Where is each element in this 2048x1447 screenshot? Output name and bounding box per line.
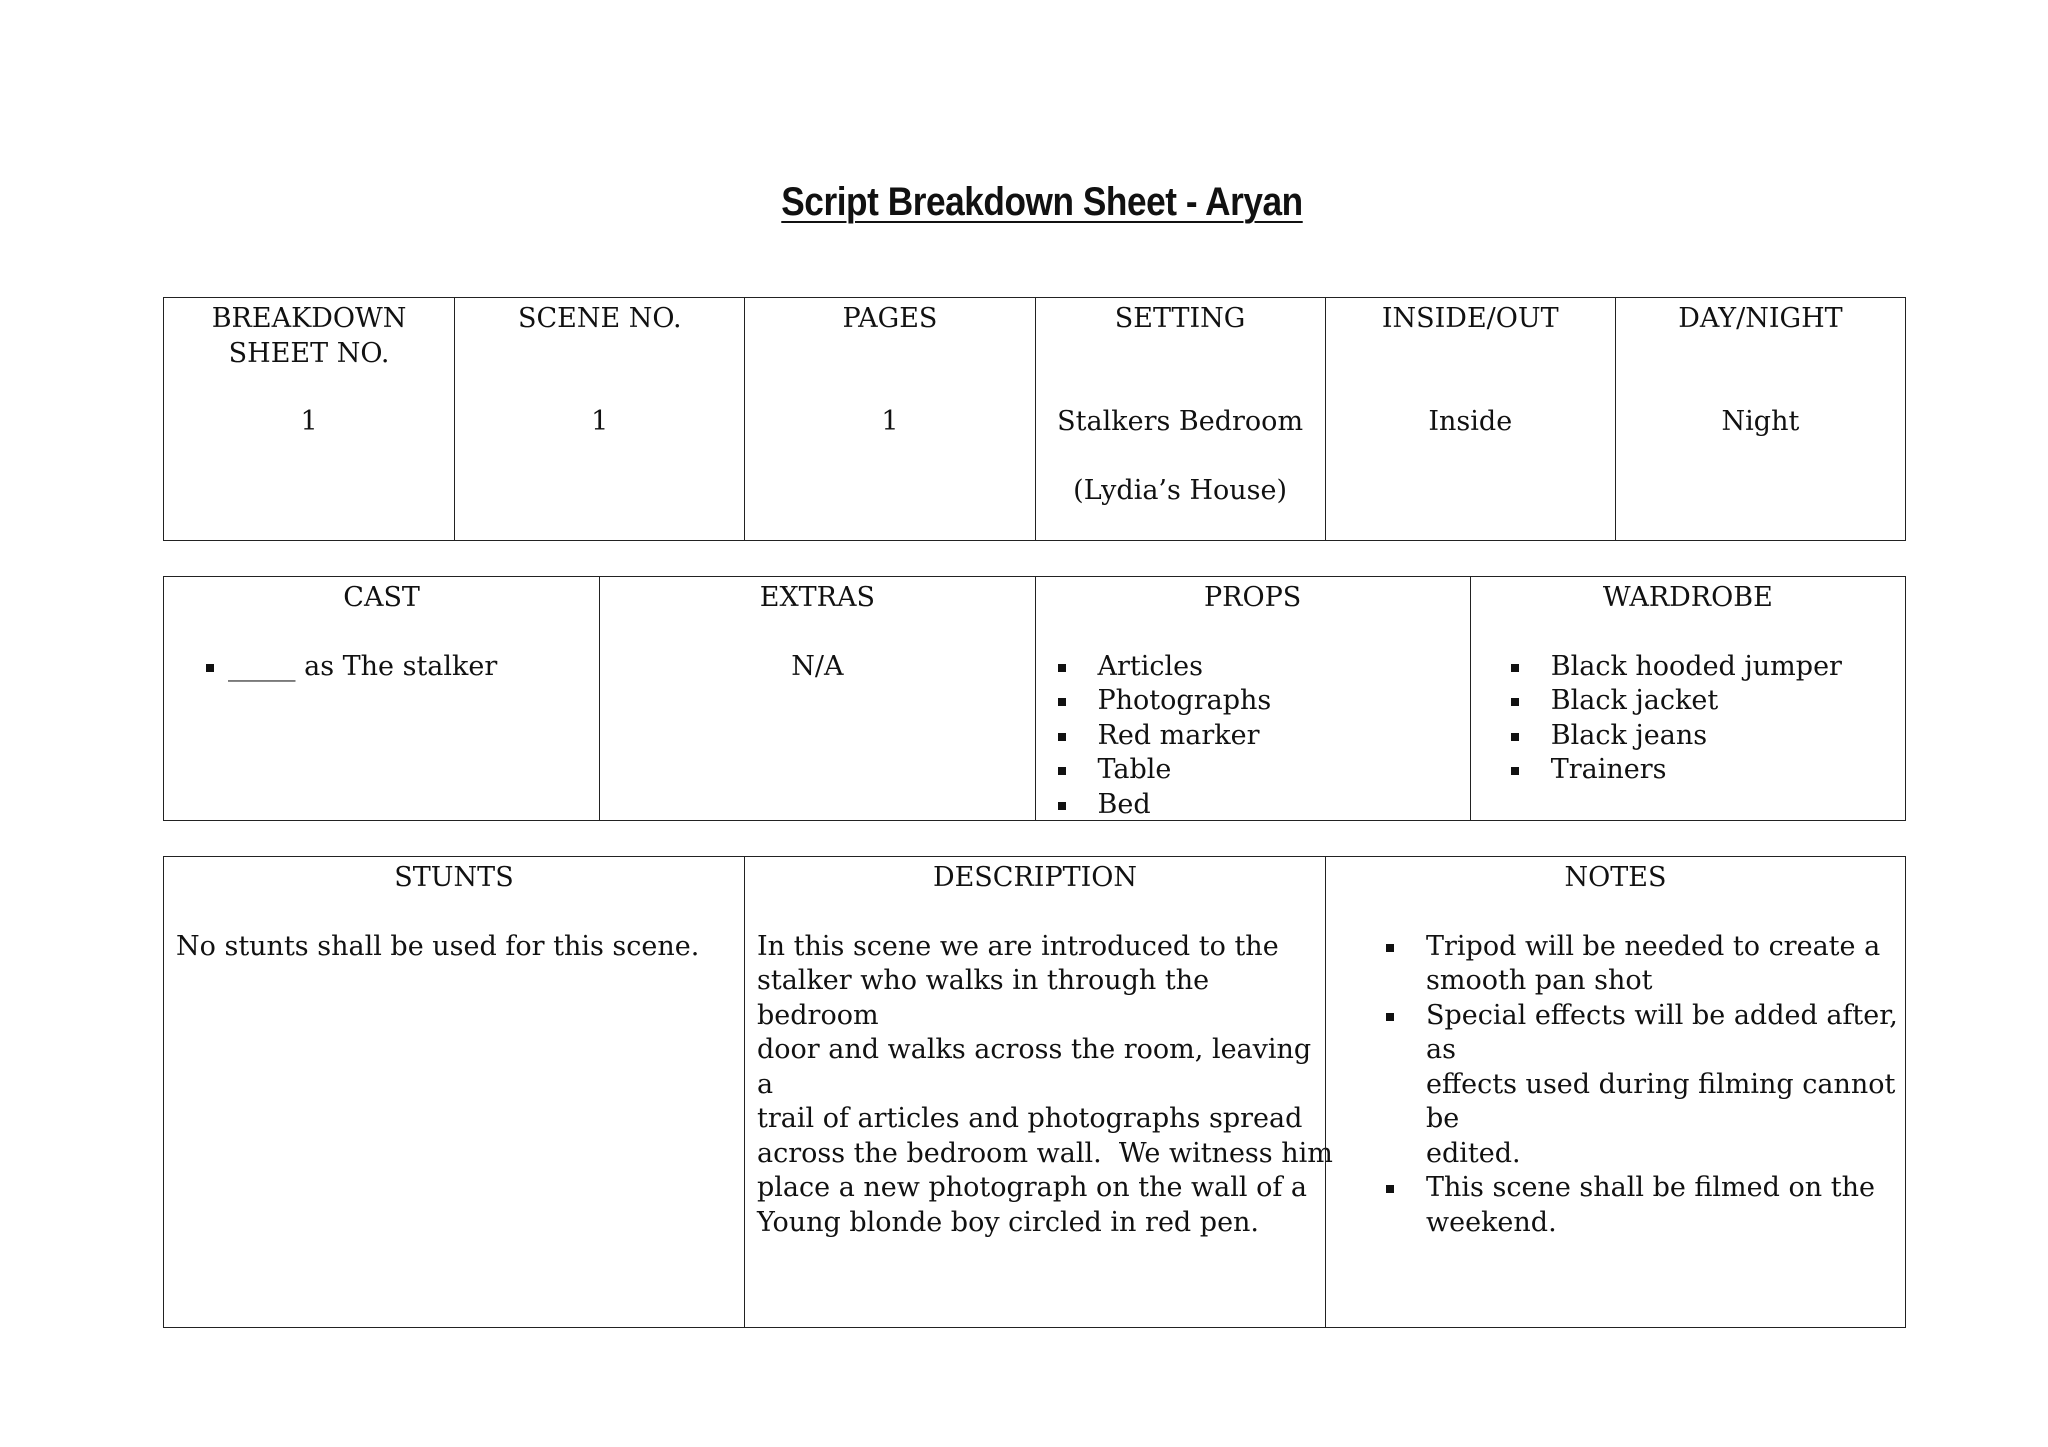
list-item: Red marker [1056,719,1470,754]
cast-name-blank: _____ [228,650,296,682]
pages-header: PAGES [842,303,938,334]
cast-header: CAST [343,582,420,613]
setting-value: Stalkers Bedroom [1057,405,1304,437]
props-list [1056,650,1470,823]
note-line: smooth pan shot [1426,965,1653,996]
cast-list [204,650,599,685]
description-header: DESCRIPTION [932,862,1138,893]
stunts-text: No stunts shall be used for this scene. [176,930,700,962]
description-line: trail of articles and photographs spread [757,1103,1303,1134]
inside-out-value: Inside [1428,405,1513,437]
stunts-header: STUNTS [394,862,514,893]
props-header: PROPS [1203,582,1302,613]
scene-no-header: SCENE NO. [517,303,682,334]
page-title [125,180,1959,225]
list-item [1384,930,1905,999]
list-item: Black jacket [1509,684,1905,719]
description-line: In this scene we are introduced to the [757,930,1279,962]
setting-cell [1035,298,1325,540]
extras-value: N/A [791,650,844,682]
cast-cell [164,577,599,820]
scene-no-value: 1 [591,405,609,437]
description-cell [744,857,1333,1327]
resources-table [163,576,1906,821]
description-line: place a new photograph on the wall of a [757,1172,1308,1203]
extras-cell [599,577,1034,820]
note-line: This scene shall be filmed on the [1426,1172,1875,1203]
list-item: Black hooded jumper [1509,650,1905,685]
header-line-1: BREAKDOWN [211,303,407,334]
breakdown-info-table [163,297,1906,541]
list-item: Table [1056,753,1470,788]
list-item [1384,999,1905,1172]
cast-item [204,650,599,685]
description-text [745,930,1333,1241]
extras-header: EXTRAS [759,582,875,613]
wardrobe-header: WARDROBE [1602,582,1773,613]
note-line: effects used during filming cannot be [1426,1068,1896,1134]
notes-header: NOTES [1564,862,1667,893]
page-title-text: Script Breakdown Sheet - Aryan [781,180,1303,224]
list-item: Articles [1056,650,1470,685]
day-night-header: DAY/NIGHT [1678,303,1843,334]
breakdown-sheet-no-header [164,298,454,371]
pages-value: 1 [881,405,899,437]
pages-cell [744,298,1034,540]
description-line: door and walks across the room, leaving a [757,1034,1312,1100]
list-item: Photographs [1056,684,1470,719]
list-item: Trainers [1509,753,1905,788]
cast-role: as The stalker [304,650,498,682]
scene-no-cell [454,298,744,540]
notes-cell [1325,857,1905,1327]
setting-header: SETTING [1114,303,1246,334]
list-item: Black jeans [1509,719,1905,754]
description-line: stalker who walks in through the bedroom [757,965,1210,1031]
inside-out-header: INSIDE/OUT [1381,303,1559,334]
setting-value-secondary: (Lydia’s House) [1073,475,1288,506]
wardrobe-list [1509,650,1905,788]
details-table [163,856,1906,1328]
day-night-value: Night [1721,405,1800,437]
breakdown-sheet-no-value: 1 [300,406,318,437]
notes-list [1384,930,1905,1241]
list-item: Bed [1056,788,1470,823]
description-line: Young blonde boy circled in red pen. [757,1206,1260,1238]
wardrobe-cell [1470,577,1905,820]
note-line: Tripod will be needed to create a [1426,930,1881,962]
day-night-cell [1615,298,1905,540]
description-line: across the bedroom wall. We witness him [757,1137,1333,1169]
note-line: edited. [1426,1137,1521,1169]
inside-out-cell [1325,298,1615,540]
list-item [1384,1171,1905,1240]
props-cell [1035,577,1470,820]
breakdown-sheet-no-cell [164,298,454,540]
stunts-cell [164,857,744,1327]
note-line: weekend. [1426,1206,1557,1238]
note-line: Special effects will be added after, as [1426,999,1898,1065]
header-line-2: SHEET NO. [228,337,390,369]
